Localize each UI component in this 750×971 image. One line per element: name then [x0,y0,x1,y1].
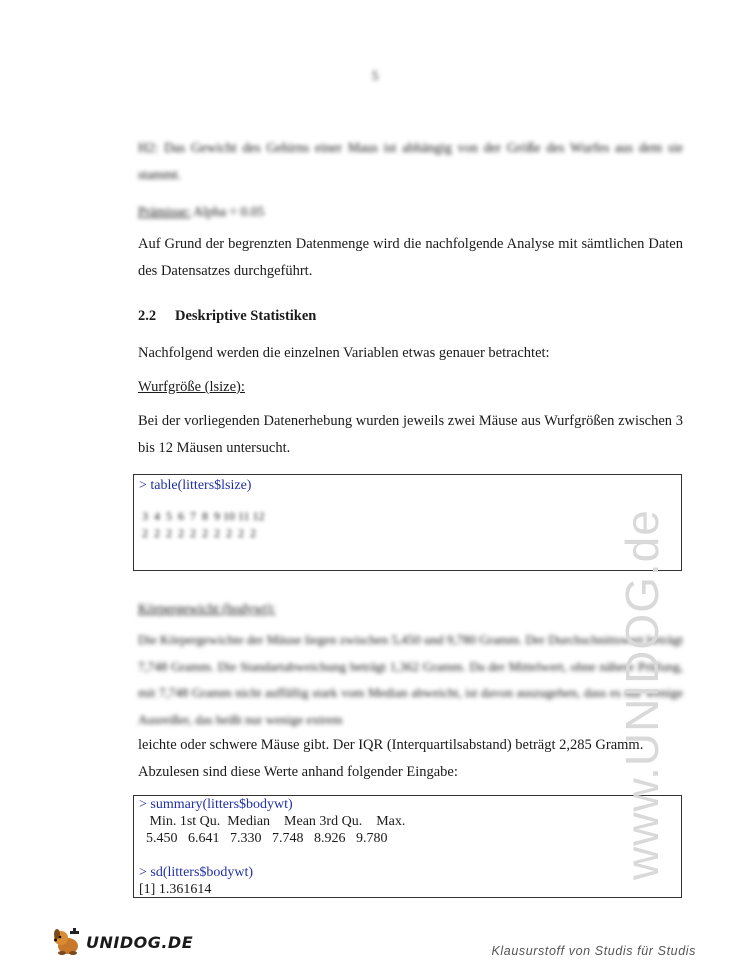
code-command-sd: > sd(litters$bodywt) [139,865,254,880]
footer-logo[interactable] [52,928,193,956]
summary-values: 5.450 6.641 7.330 7.748 8.926 9.780 [139,831,388,846]
sd-result: [1] 1.361614 [139,882,212,897]
dog-mascot-icon [52,928,82,956]
page-number: 5 [371,68,379,83]
lsize-paragraph: Bei der vorliegenden Datenerhebung wurden jeweils zwei Mäuse aus Wurfgrößen zwischen 3 bis 12 Mäusen untersucht. [138,413,683,456]
bodywt-paragraph-line2: Abzulesen sind diese Werte anhand folgender Eingabe: [138,764,458,780]
code-command-summary: > summary(litters$bodywt) [139,797,293,812]
section-number: 2.2 [138,308,157,324]
summary-header: Min. 1st Qu. Median Mean 3rd Qu. Max. [139,814,406,829]
code-command-table: > table(litters$lsize) [139,478,252,493]
bodywt-paragraph-blurred: Die Körpergewichte der Mäuse liegen zwischen 5,450 und 9,780 Gramm. Der Durchschnittswert beträgt 7,748 Gramm. Die Standartabweichung beträgt 1,362 Gramm. Da der Mittelwert, ohne nähere Prüfung, mit 7,748 Gramm nicht auffällig stark vom Median abweicht, ist davon auszugehen, dass es nur wenige Ausreißer, das heißt nur wenige extrem [138,632,683,727]
bodywt-heading: Körpergewicht (bodywt): [138,601,276,616]
bodywt-paragraph-line1: leichte oder schwere Mäuse gibt. Der IQR (Interquartilsabstand) beträgt 2,285 Gramm. [138,737,644,753]
code-box-table [133,474,682,571]
hypothesis-h2: H2: Das Gewicht des Gehirns einer Maus ist abhängig von der Größe des Wurfes aus dem sie stammt. [138,140,683,182]
watermark: www.UNIDOG.de [616,509,668,880]
table-output [134,508,681,542]
code-box-summary [133,795,682,898]
premise-label: Prämisse: [138,204,191,219]
section-heading [138,308,316,325]
lsize-heading: Wurfgröße (lsize): [138,379,245,395]
footer-tagline: Klausurstoff von Studis für Studis [491,944,696,958]
section-title: Deskriptive Statistiken [175,308,317,324]
table-output-row-values: 3 4 5 6 7 8 9 10 11 12 [139,509,265,523]
intro-paragraph: Auf Grund der begrenzten Datenmenge wird die nachfolgende Analyse mit sämtlichen Daten des Datensatzes durchgeführt. [138,236,683,279]
table-output-row-counts: 2 2 2 2 2 2 2 2 2 2 [139,526,256,540]
footer-logo-text: UNIDOG.DE [86,932,194,952]
section-intro: Nachfolgend werden die einzelnen Variablen etwas genauer betrachtet: [138,345,550,361]
premise-value: Alpha = 0.05 [193,204,265,219]
premise-line [138,198,683,225]
